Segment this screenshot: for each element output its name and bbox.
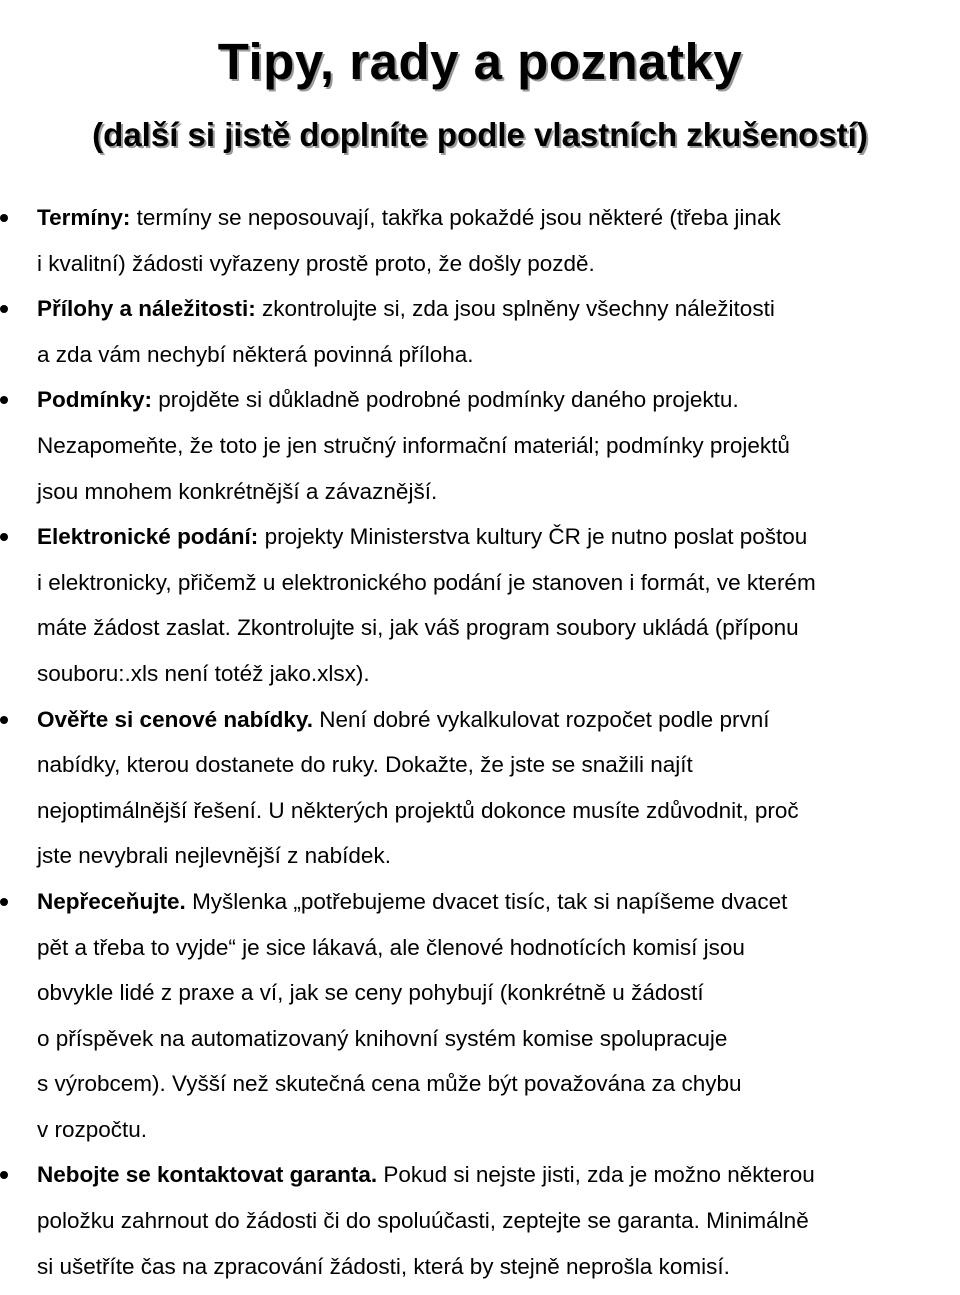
tip-line: souboru:.xls není totéž jako.xlsx).	[37, 660, 370, 686]
page-subtitle: (další si jistě doplníte podle vlastních zkušeností)	[92, 116, 868, 154]
tip-line	[37, 377, 960, 423]
tip-line: si ušetříte čas na zpracování žádosti, která by stejně neprošla komisí.	[37, 1253, 730, 1279]
page-title: Tipy, rady a poznatky	[217, 33, 743, 91]
tip-line: Nezapomeňte, že toto je jen stručný informační materiál; podmínky projektů	[37, 432, 790, 458]
tip-text: projekty Ministerstva kultury ČR je nutno poslat poštou	[258, 524, 808, 550]
tip-text: Pokud si nejste jisti, zda je možno některou	[377, 1162, 815, 1188]
tip-line: nejoptimálnější řešení. U některých projektů dokonce musíte zdůvodnit, proč	[37, 797, 799, 823]
tip-line	[37, 195, 960, 241]
bullet-icon	[0, 214, 8, 222]
tip-heading: Podmínky:	[37, 387, 153, 413]
tip-line: i elektronicky, přičemž u elektronického podání je stanoven i formát, ve kterém	[37, 569, 816, 595]
tip-text: termíny se neposouvají, takřka pokaždé jsou některé (třeba jinak	[130, 205, 781, 230]
tip-line: položku zahrnout do žádosti či do spoluúčasti, zeptejte se garanta. Minimálně	[37, 1208, 809, 1234]
tip-item-do-not-overestimate	[0, 879, 960, 1153]
tip-line: nabídky, kterou dostanete do ruky. Dokažte, že jste se snažili najít	[37, 752, 693, 778]
tip-heading: Přílohy a náležitosti:	[37, 296, 256, 322]
tip-item-contact-guarantor	[0, 1152, 960, 1289]
tip-line: i kvalitní) žádosti vyřazeny prostě proto, že došly pozdě.	[37, 250, 595, 276]
tip-item-electronic-submission	[0, 514, 960, 696]
tip-text: Není dobré vykalkulovat rozpočet podle první	[312, 706, 770, 732]
tip-heading: Elektronické podání:	[37, 524, 259, 550]
tip-line	[37, 514, 960, 560]
tip-text: zkontrolujte si, zda jsou splněny všechny náležitosti	[255, 296, 775, 322]
tip-item-conditions	[0, 377, 960, 514]
bullet-icon	[0, 898, 8, 906]
tip-line: s výrobcem). Vyšší než skutečná cena může být považována za chybu	[37, 1071, 742, 1097]
bullet-icon	[0, 396, 8, 404]
tip-line: a zda vám nechybí některá povinná příloha.	[37, 341, 474, 367]
tip-item-attachments	[0, 286, 960, 377]
tip-line: pět a třeba to vyjde“ je sice lákavá, ale členové hodnotících komisí jsou	[37, 934, 745, 960]
tip-text: Myšlenka „potřebujeme dvacet tisíc, tak si napíšeme dvacet	[185, 888, 788, 914]
tip-line	[37, 286, 960, 332]
tip-heading: Nebojte se kontaktovat garanta.	[37, 1162, 378, 1188]
tip-line: obvykle lidé z praxe a ví, jak se ceny pohybují (konkrétně u žádostí	[37, 980, 704, 1006]
tip-heading: Termíny:	[37, 205, 131, 230]
bullet-icon	[0, 716, 8, 724]
tip-line: o příspěvek na automatizovaný knihovní systém komise spolupracuje	[37, 1025, 728, 1051]
tip-line	[37, 879, 960, 925]
tip-item-price-offers	[0, 697, 960, 879]
tip-line: v rozpočtu.	[37, 1116, 148, 1142]
tip-line: jsou mnohem konkrétnější a závaznější.	[37, 478, 438, 504]
tip-text: projděte si důkladně podrobné podmínky daného projektu.	[152, 387, 739, 413]
bullet-icon	[0, 305, 8, 313]
tip-line: jste nevybrali nejlevnější z nabídek.	[37, 843, 391, 869]
tip-line	[37, 697, 960, 743]
bullet-icon	[0, 1171, 8, 1179]
tip-line: máte žádost zaslat. Zkontrolujte si, jak váš program soubory ukládá (příponu	[37, 615, 799, 641]
tip-heading: Nepřeceňujte.	[37, 888, 186, 914]
bullet-icon	[0, 533, 8, 541]
tip-line	[37, 1152, 960, 1198]
tips-list	[0, 195, 960, 1289]
tip-item-deadlines	[0, 195, 960, 286]
tip-heading: Ověřte si cenové nabídky.	[37, 706, 313, 732]
